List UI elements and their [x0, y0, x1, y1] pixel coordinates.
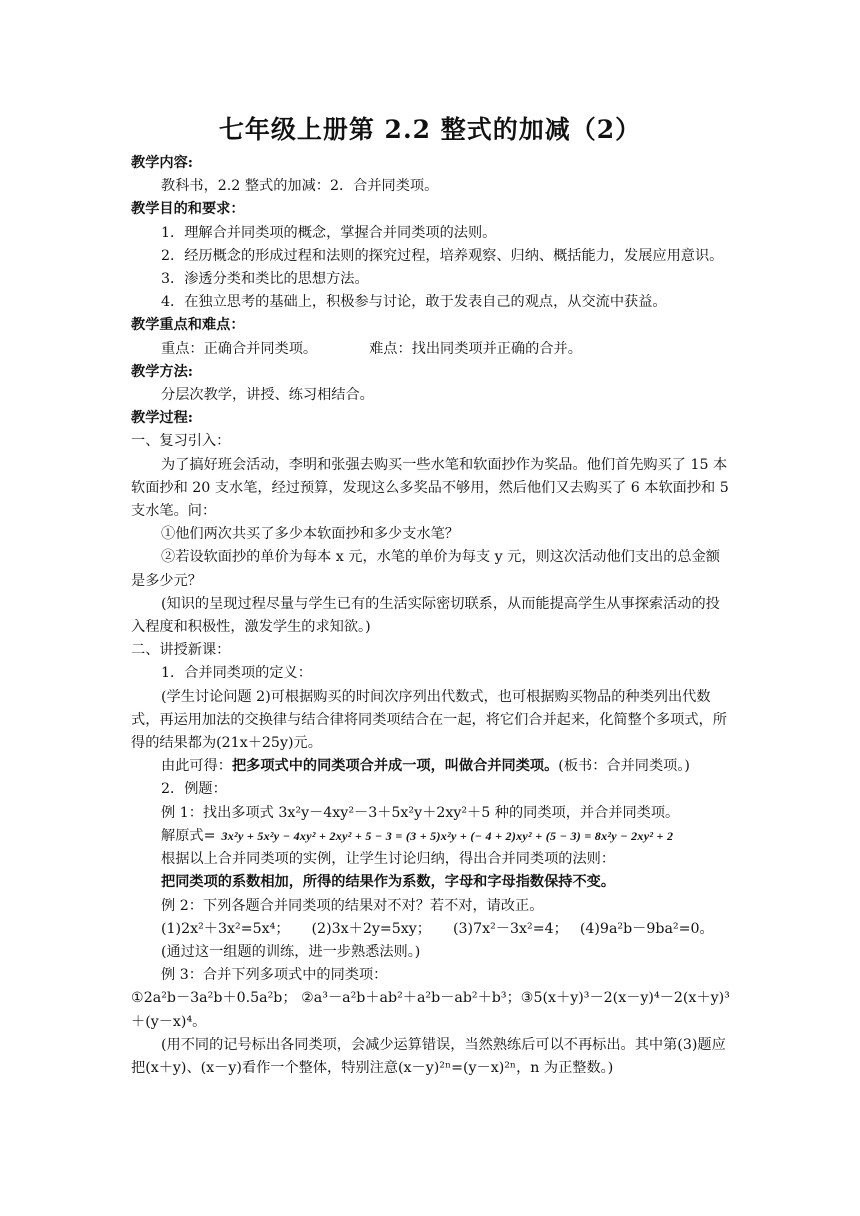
document-title: 七年级上册第 2.2 整式的加减（2）: [218, 115, 642, 144]
example-2-items: [131, 918, 731, 941]
example-1: 例 1：找出多项式 3x²y－4xy²－3＋5x²y＋2xy²＋5 种的同类项，并合并同类项。: [161, 804, 680, 821]
keypoints-line: [131, 338, 731, 361]
conclusion-suffix: (板书：合并同类项。): [558, 758, 690, 775]
review-question-1: ①他们两次共买了多少本软面抄和多少支水笔？: [161, 526, 459, 543]
section-heading-process: 教学过程:: [131, 410, 193, 427]
review-note: (知识的呈现过程尽量与学生已有的生活实际密切联系，从而能提高学生从事探索活动的投入程度和积极性，激发学生的求知欲。): [131, 595, 720, 636]
example-2-note: (通过这一组题的训练，进一步熟悉法则。): [161, 943, 421, 960]
solution-formula: [131, 825, 731, 848]
example-3-items: ①2a²b－3a²b＋0.5a²b； ②a³－a²b＋ab²＋a²b－ab²＋b³；③5(x＋y)³－2(x－y)⁴－2(x＋y)³＋(y－x)⁴。: [131, 990, 730, 1030]
solution-label: 解原式=: [161, 827, 216, 844]
definition-conclusion: [131, 755, 731, 778]
difficulty-text: 难点：找出同类项并正确的合并。: [369, 340, 582, 357]
goal-item: 1．理解合并同类项的概念，掌握合并同类项的法则。: [161, 224, 497, 241]
section-heading-keypoints: 教学重点和难点：: [131, 317, 245, 334]
conclusion-prefix: 由此可得：: [161, 758, 232, 775]
method-text: 分层次教学，讲授、练习相结合。: [161, 387, 374, 404]
ex2-item: (1)2x²＋3x²=5x⁴；: [161, 920, 290, 937]
goal-item: 3．渗透分类和类比的思想方法。: [161, 271, 369, 288]
rule-statement: 把同类项的系数相加，所得的结果作为系数，字母和字母指数保持不变。: [161, 874, 616, 891]
examples-heading: 2．例题：: [161, 781, 227, 798]
ex2-item: (2)3x＋2y=5xy；: [311, 920, 431, 937]
goal-item: 2．经历概念的形成过程和法则的探究过程，培养观察、归纳、概括能力，发展应用意识。: [161, 247, 724, 264]
example-2: 例 2：下列各题合并同类项的结果对不对？若不对，请改正。: [161, 897, 544, 914]
section-heading-content: 教学内容:: [131, 155, 193, 171]
definition-heading: 1．合并同类项的定义：: [161, 665, 312, 682]
example-3-note: (用不同的记号标出各同类项，会减少运算错误，当然熟练后可以不再标出。其中第(3)题应把(x＋y)、(x－y)看作一个整体，特别注意(x－y)²ⁿ=(y－x)²ⁿ，n 为正整数。): [131, 1036, 726, 1076]
section-heading-goals: 教学目的和要求：: [131, 201, 245, 218]
ex2-item: (4)9a²b－9ba²=0。: [579, 920, 714, 937]
section-heading-method: 教学方法:: [131, 363, 193, 380]
conclusion-bold: 把多项式中的同类项合并成一项，叫做合并同类项。: [231, 758, 559, 775]
review-heading: 一、复习引入：: [131, 433, 231, 450]
solution-math: 3x²y + 5x²y − 4xy² + 2xy² + 5 − 3 = (3 + 5)x²y + (− 4 + 2)xy² + (5 − 3) = 8x²y − 2xy² + 2: [221, 828, 674, 843]
document-body: [131, 152, 731, 1080]
keypoint-text: 重点：正确合并同类项。: [161, 340, 318, 357]
definition-text: (学生讨论问题 2)可根据购买的时间次序列出代数式，也可根据购买物品的种类列出代数式，再运用加法的交换律与结合律将同类项结合在一起，将它们合并起来，化简整个多项式，所得的结果都为(21x＋25y)元。: [131, 688, 727, 752]
new-lesson-heading: 二、讲授新课：: [131, 642, 231, 659]
review-story: 为了搞好班会活动，李明和张强去购买一些水笔和软面抄作为奖品。他们首先购买了 15 本软面抄和 20 支水笔，经过预算，发现这么多奖品不够用，然后他们又去购买了 6 本软面抄和 5 支水笔。问：: [131, 456, 729, 520]
ex2-item: (3)7x²－3x²=4；: [453, 920, 568, 937]
review-question-2: ②若设软面抄的单价为每本 x 元，水笔的单价为每支 y 元，则这次活动他们支出的总金额是多少元？: [131, 549, 720, 589]
rule-intro: 根据以上合并同类项的实例，让学生讨论归纳，得出合并同类项的法则：: [161, 851, 616, 868]
goal-item: 4．在独立思考的基础上，积极参与讨论，敢于发表自己的观点，从交流中获益。: [161, 294, 667, 311]
example-3: 例 3：合并下列多项式中的同类项：: [161, 967, 388, 984]
content-text: 教科书，2.2 整式的加减：2．合并同类项。: [161, 178, 439, 195]
